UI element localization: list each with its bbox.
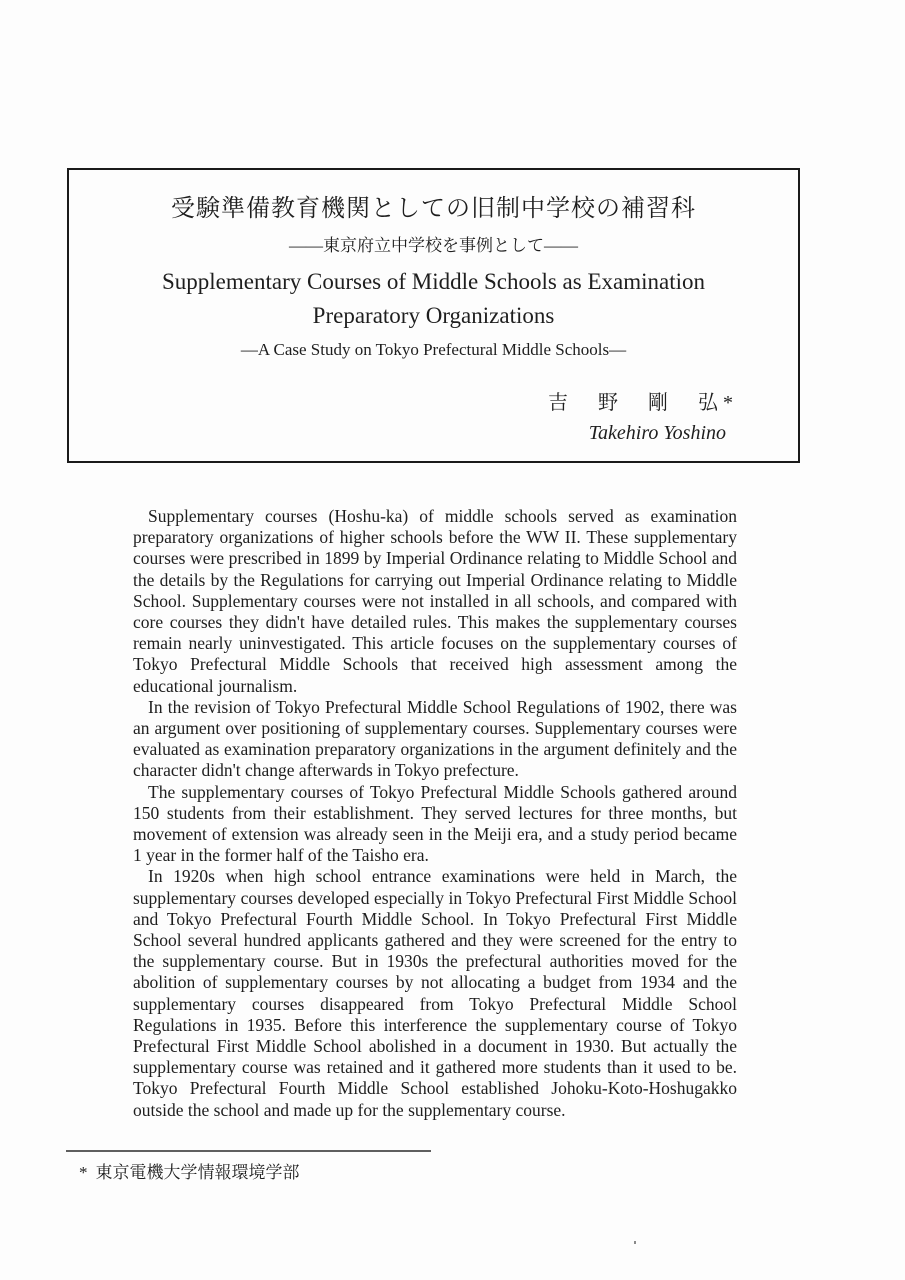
title-box — [67, 168, 800, 463]
author-name-romanized: Takehiro Yoshino — [588, 422, 726, 444]
abstract-paragraph-3: The supplementary courses of Tokyo Prefectural Middle Schools gathered around 150 students from their establishment. They served lectures for three months, but movement of extension was already seen in the Meiji era, and a study period became 1 year in the former half of the Taisho era. — [133, 781, 737, 866]
author-name-japanese: 吉 野 剛 弘* — [548, 392, 738, 414]
scan-speck — [634, 1241, 636, 1244]
abstract-paragraph-4: In 1920s when high school entrance examinations were held in March, the supplementary courses developed especially in Tokyo Prefectural First Middle School and Tokyo Prefectural Fourth Middle School. In Tokyo Prefectural First Middle School several hundred applicants gathered and they were screened for the entry to the supplementary course. But in 1930s the prefectural authorities moved for the abolition of supplementary courses by not allocating a budget from 1934 and the supplementary courses disappeared from Tokyo Prefectural Middle School Regulations in 1935. Before this interference the supplementary course of Tokyo Prefectural First Middle School abolished in a document in 1930. But actually the supplementary course was retained and it gathered more students than it used to be. Tokyo Prefectural Fourth Middle School established Johoku-Koto-Hoshugakko outside the school and made up for the supplementary course. — [133, 866, 737, 1120]
author-block — [548, 390, 738, 446]
abstract-paragraph-2: In the revision of Tokyo Prefectural Middle School Regulations of 1902, there was an argument over positioning of supplementary courses. Supplementary courses were evaluated as examination preparatory organizations in the argument definitely and the character didn't change afterwards in Tokyo prefecture. — [133, 696, 737, 781]
footnote-text: 東京電機大学情報環境学部 — [95, 1163, 300, 1182]
footnote-affiliation — [79, 1161, 300, 1185]
english-title-line2: Preparatory Organizations — [312, 303, 555, 328]
footnote-marker: * — [79, 1163, 88, 1182]
abstract-paragraph-1: Supplementary courses (Hoshu-ka) of middle schools served as examination preparatory organizations of higher schools before the WW II. These supplementary courses were prescribed in 1899 by Imperial Ordinance relating to Middle School and the details by the Regulations for carrying out Imperial Ordinance relating to Middle School. Supplementary courses were not installed in all schools, and compared with core courses they didn't have detailed rules. This makes the supplementary courses remain nearly uninvestigated. This article focuses on the supplementary courses of Tokyo Prefectural Middle Schools that received high assessment among the educational journalism. — [133, 506, 737, 696]
footnote-divider — [66, 1150, 431, 1152]
english-title-line1: Supplementary Courses of Middle Schools as Examination — [162, 269, 705, 294]
japanese-subtitle: ――東京府立中学校を事例として―― — [289, 236, 578, 255]
abstract — [133, 506, 737, 1121]
japanese-title: 受験準備教育機関としての旧制中学校の補習科 — [171, 196, 696, 222]
english-subtitle: —A Case Study on Tokyo Prefectural Middle Schools— — [240, 340, 627, 359]
